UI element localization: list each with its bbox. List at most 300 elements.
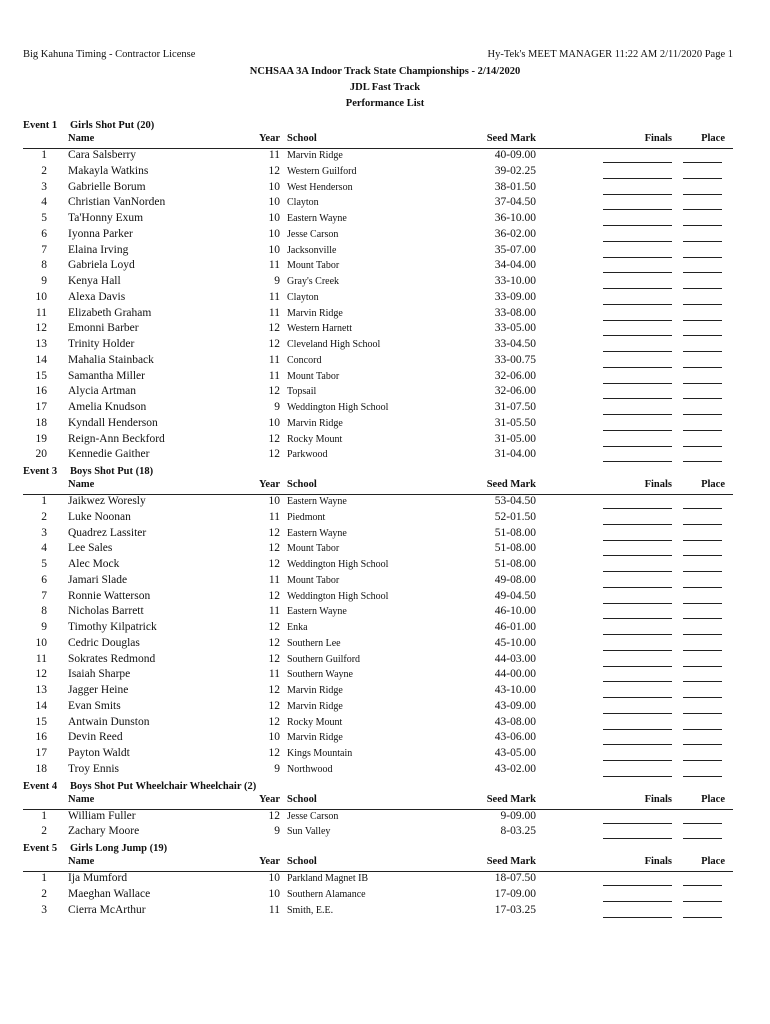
table-row: [23, 385, 733, 401]
table-row: [23, 291, 733, 307]
table-row: [23, 637, 733, 653]
athlete-year: 12: [268, 432, 280, 445]
seed-mark: 33-08.00: [494, 306, 536, 319]
athlete-name: William Fuller: [68, 809, 136, 822]
place-blank-line: [683, 527, 722, 541]
athlete-year: 9: [274, 401, 280, 413]
table-row: [23, 275, 733, 291]
table-row: [23, 888, 733, 904]
table-row: [23, 433, 733, 449]
table-row: [23, 244, 733, 260]
place-blank-line: [683, 621, 722, 635]
finals-blank-line: [603, 684, 672, 698]
column-header-place: Place: [701, 133, 725, 144]
athlete-school: Marvin Ridge: [287, 307, 343, 319]
entry-rank: 8: [41, 605, 47, 618]
athlete-year: 10: [268, 872, 280, 884]
seed-mark: 40-09.00: [494, 149, 536, 161]
seed-mark: 34-04.00: [494, 259, 536, 272]
table-row: [23, 212, 733, 228]
event-number: Event 5: [23, 843, 58, 854]
athlete-year: 11: [268, 306, 280, 319]
entry-rank: 18: [35, 762, 47, 775]
athlete-year: 12: [268, 652, 280, 665]
athlete-year: 12: [268, 542, 280, 555]
meet-title: NCHSAA 3A Indoor Track State Championships - 2/14/2020: [249, 66, 521, 77]
athlete-school: Rocky Mount: [287, 716, 343, 728]
finals-blank-line: [603, 511, 672, 525]
finals-blank-line: [603, 149, 672, 163]
finals-blank-line: [603, 574, 672, 588]
column-header-school: School: [287, 793, 317, 805]
column-header-place: Place: [701, 479, 725, 490]
entry-rank: 17: [35, 401, 47, 413]
athlete-school: Gray's Creek: [287, 276, 340, 287]
entry-rank: 14: [35, 699, 47, 712]
athlete-school: Southern Lee: [287, 637, 341, 649]
entry-rank: 13: [35, 338, 47, 350]
entry-rank: 3: [41, 180, 47, 193]
athlete-name: Lee Sales: [68, 542, 113, 555]
entry-rank: 1: [41, 872, 47, 884]
athlete-school: Eastern Wayne: [287, 527, 347, 539]
seed-mark: 46-10.00: [494, 605, 536, 618]
place-blank-line: [683, 637, 722, 651]
athlete-year: 11: [268, 903, 280, 916]
place-blank-line: [683, 370, 722, 384]
table-row: [23, 495, 733, 511]
athlete-name: Kyndall Henderson: [68, 416, 158, 429]
table-row: [23, 653, 733, 669]
athlete-school: Jesse Carson: [287, 228, 339, 240]
athlete-name: Reign-Ann Beckford: [68, 432, 165, 445]
athlete-year: 11: [268, 510, 280, 523]
athlete-school: Kings Mountain: [287, 748, 353, 759]
athlete-name: Iyonna Parker: [68, 227, 133, 240]
place-blank-line: [683, 322, 722, 336]
athlete-school: Western Guilford: [287, 165, 357, 177]
athlete-school: Marvin Ridge: [287, 732, 343, 744]
column-header-name: Name: [68, 479, 95, 490]
place-blank-line: [683, 291, 722, 305]
athlete-school: Marvin Ridge: [287, 700, 343, 712]
place-blank-line: [683, 196, 722, 210]
athlete-school: Southern Guilford: [287, 653, 361, 665]
athlete-year: 9: [274, 825, 280, 838]
entry-rank: 4: [41, 196, 47, 209]
entry-rank: 8: [41, 259, 47, 272]
athlete-school: Cleveland High School: [287, 339, 381, 350]
seed-mark: 43-08.00: [494, 715, 536, 728]
event-block: [23, 841, 733, 919]
finals-blank-line: [603, 527, 672, 541]
events-list: [23, 118, 733, 919]
seed-mark: 43-05.00: [494, 747, 536, 759]
athlete-year: 12: [268, 715, 280, 728]
finals-blank-line: [603, 747, 672, 761]
table-row: [23, 590, 733, 606]
software-timestamp: Hy-Tek's MEET MANAGER 11:22 AM 2/11/2020 Page 1: [487, 49, 733, 60]
seed-mark: 9-09.00: [500, 809, 536, 822]
table-row: [23, 904, 733, 920]
table-row: [23, 448, 733, 464]
athlete-name: Mahalia Stainback: [68, 353, 154, 366]
athlete-year: 10: [268, 416, 280, 429]
event-name: Girls Shot Put (20): [70, 120, 155, 131]
athlete-year: 11: [268, 290, 280, 303]
athlete-year: 12: [268, 448, 280, 461]
entry-rank: 12: [35, 668, 47, 681]
table-row: [23, 605, 733, 621]
athlete-name: Emonni Barber: [68, 322, 139, 335]
seed-mark: 33-05.00: [494, 322, 536, 335]
finals-blank-line: [603, 904, 672, 918]
place-blank-line: [683, 825, 722, 839]
finals-blank-line: [603, 637, 672, 651]
athlete-name: Kennedie Gaither: [68, 448, 150, 461]
column-header-school: School: [287, 856, 317, 867]
event-block: [23, 118, 733, 464]
athlete-year: 11: [268, 259, 280, 272]
seed-mark: 51-08.00: [494, 542, 536, 555]
finals-blank-line: [603, 354, 672, 368]
finals-blank-line: [603, 181, 672, 195]
athlete-year: 11: [268, 369, 280, 382]
report-title: Performance List: [345, 98, 425, 109]
athlete-year: 12: [268, 164, 280, 177]
event-title: [23, 841, 733, 856]
column-header-place: Place: [701, 856, 725, 867]
athlete-name: Cierra McArthur: [68, 903, 146, 916]
seed-mark: 31-04.00: [494, 448, 536, 461]
entry-rank: 15: [35, 715, 47, 728]
finals-blank-line: [603, 810, 672, 824]
athlete-year: 12: [268, 684, 280, 696]
entry-rank: 2: [41, 825, 47, 838]
athlete-name: Isaiah Sharpe: [68, 668, 131, 681]
table-row: [23, 527, 733, 543]
finals-blank-line: [603, 888, 672, 902]
table-row: [23, 401, 733, 417]
seed-mark: 43-02.00: [494, 762, 536, 775]
column-header-seed-mark: Seed Mark: [486, 856, 536, 867]
athlete-name: Evan Smits: [68, 699, 121, 712]
place-blank-line: [683, 668, 722, 682]
seed-mark: 31-07.50: [494, 401, 536, 413]
finals-blank-line: [603, 228, 672, 242]
column-header-school: School: [287, 133, 317, 144]
seed-mark: 36-10.00: [494, 212, 536, 224]
entry-rank: 16: [35, 731, 47, 744]
place-blank-line: [683, 448, 722, 462]
athlete-year: 12: [268, 558, 280, 570]
athlete-year: 12: [268, 636, 280, 649]
athlete-school: Topsail: [287, 386, 317, 398]
table-row: [23, 558, 733, 574]
column-header-finals: Finals: [644, 479, 672, 490]
seed-mark: 49-08.00: [494, 573, 536, 586]
entry-rank: 9: [41, 621, 47, 633]
entry-rank: 1: [41, 495, 47, 507]
place-blank-line: [683, 338, 722, 352]
event-name: Boys Shot Put (18): [70, 466, 154, 477]
finals-blank-line: [603, 259, 672, 273]
table-row: [23, 731, 733, 747]
athlete-school: Clayton: [287, 291, 319, 303]
athlete-school: Northwood: [287, 763, 333, 775]
place-blank-line: [683, 307, 722, 321]
meet-subtitle: JDL Fast Track: [349, 82, 421, 93]
athlete-name: Ta'Honny Exum: [68, 212, 144, 224]
table-row: [23, 574, 733, 590]
entry-rank: 3: [41, 526, 47, 539]
athlete-year: 12: [268, 338, 280, 350]
athlete-name: Elaina Irving: [68, 243, 129, 256]
entry-rank: 3: [41, 903, 47, 916]
athlete-name: Gabrielle Borum: [68, 180, 146, 193]
place-blank-line: [683, 244, 722, 258]
entry-rank: 6: [41, 573, 47, 586]
place-blank-line: [683, 558, 722, 572]
column-header-seed-mark: Seed Mark: [486, 133, 536, 144]
athlete-school: Eastern Wayne: [287, 606, 347, 618]
seed-mark: 32-06.00: [494, 369, 536, 382]
athlete-year: 12: [268, 809, 280, 822]
athlete-year: 12: [268, 589, 280, 602]
finals-blank-line: [603, 417, 672, 431]
table-row: [23, 621, 733, 637]
entry-rank: 16: [35, 385, 47, 398]
entry-rank: 4: [41, 542, 47, 555]
table-row: [23, 763, 733, 779]
entry-rank: 17: [35, 747, 47, 759]
athlete-year: 12: [268, 699, 280, 712]
finals-blank-line: [603, 542, 672, 556]
finals-blank-line: [603, 291, 672, 305]
place-blank-line: [683, 605, 722, 619]
column-header-year: Year: [259, 793, 280, 805]
finals-blank-line: [603, 495, 672, 509]
athlete-school: Weddington High School: [287, 590, 389, 602]
table-row: [23, 322, 733, 338]
column-header-school: School: [287, 479, 317, 490]
athlete-name: Quadrez Lassiter: [68, 526, 147, 539]
place-blank-line: [683, 259, 722, 273]
report-titles: [0, 64, 770, 112]
athlete-year: 10: [268, 731, 280, 744]
athlete-name: Maeghan Wallace: [68, 887, 151, 900]
event-block: [23, 779, 733, 842]
place-blank-line: [683, 149, 722, 163]
athlete-school: Jesse Carson: [287, 810, 339, 822]
entry-rank: 14: [35, 353, 47, 366]
athlete-school: Marvin Ridge: [287, 685, 343, 696]
seed-mark: 44-00.00: [494, 668, 536, 681]
column-header-finals: Finals: [644, 856, 672, 867]
athlete-school: Weddington High School: [287, 402, 389, 413]
athlete-year: 12: [268, 526, 280, 539]
athlete-school: Marvin Ridge: [287, 417, 343, 429]
table-row: [23, 259, 733, 275]
entry-rank: 10: [35, 636, 47, 649]
entry-rank: 12: [35, 322, 47, 335]
finals-blank-line: [603, 605, 672, 619]
table-row: [23, 700, 733, 716]
seed-mark: 51-08.00: [494, 558, 536, 570]
athlete-school: Piedmont: [287, 511, 326, 523]
athlete-school: Smith, E.E.: [287, 904, 334, 916]
place-blank-line: [683, 228, 722, 242]
finals-blank-line: [603, 763, 672, 777]
entry-rank: 1: [41, 809, 47, 822]
athlete-school: West Henderson: [287, 181, 353, 193]
column-header-row: [23, 479, 733, 495]
place-blank-line: [683, 590, 722, 604]
place-blank-line: [683, 872, 722, 886]
athlete-year: 11: [268, 149, 280, 161]
athlete-school: Southern Alamance: [287, 888, 366, 900]
entry-rank: 10: [35, 290, 47, 303]
column-header-finals: Finals: [644, 793, 672, 805]
entry-rank: 13: [35, 684, 47, 696]
seed-mark: 39-02.25: [494, 164, 536, 177]
athlete-year: 11: [268, 668, 280, 681]
place-blank-line: [683, 511, 722, 525]
seed-mark: 44-03.00: [494, 652, 536, 665]
finals-blank-line: [603, 322, 672, 336]
table-row: [23, 511, 733, 527]
event-name: Girls Long Jump (19): [70, 843, 168, 854]
athlete-year: 10: [268, 227, 280, 240]
seed-mark: 18-07.50: [494, 872, 536, 884]
athlete-school: Parkwood: [287, 449, 328, 461]
table-row: [23, 165, 733, 181]
athlete-year: 10: [268, 243, 280, 256]
table-row: [23, 747, 733, 763]
column-header-seed-mark: Seed Mark: [486, 793, 536, 805]
column-header-finals: Finals: [644, 133, 672, 144]
place-blank-line: [683, 731, 722, 745]
athlete-name: Gabriela Loyd: [68, 259, 135, 272]
athlete-year: 10: [268, 887, 280, 900]
seed-mark: 52-01.50: [494, 510, 536, 523]
table-row: [23, 370, 733, 386]
entry-rank: 7: [41, 243, 47, 256]
event-number: Event 4: [23, 780, 58, 792]
entry-rank: 19: [35, 432, 47, 445]
table-row: [23, 810, 733, 826]
seed-mark: 46-01.00: [494, 621, 536, 633]
athlete-year: 10: [268, 495, 280, 507]
athlete-year: 12: [268, 621, 280, 633]
finals-blank-line: [603, 275, 672, 289]
seed-mark: 38-01.50: [494, 180, 536, 193]
event-name: Boys Shot Put Wheelchair Wheelchair (2): [70, 780, 257, 792]
athlete-year: 12: [268, 322, 280, 335]
entry-rank: 6: [41, 227, 47, 240]
place-blank-line: [683, 275, 722, 289]
athlete-name: Alycia Artman: [68, 385, 137, 398]
athlete-year: 11: [268, 605, 280, 618]
table-row: [23, 338, 733, 354]
athlete-school: Parkland Magnet IB: [287, 873, 369, 884]
license-text: Big Kahuna Timing - Contractor License: [23, 49, 196, 60]
table-row: [23, 149, 733, 165]
athlete-school: Mount Tabor: [287, 543, 340, 555]
athlete-school: Eastern Wayne: [287, 213, 347, 224]
seed-mark: 8-03.25: [500, 825, 536, 838]
seed-mark: 49-04.50: [494, 589, 536, 602]
column-header-row: [23, 133, 733, 149]
column-header-year: Year: [259, 479, 280, 490]
athlete-school: Weddington High School: [287, 559, 389, 570]
entry-rank: 2: [41, 164, 47, 177]
entry-rank: 9: [41, 275, 47, 287]
table-row: [23, 542, 733, 558]
finals-blank-line: [603, 621, 672, 635]
entry-rank: 11: [35, 652, 47, 665]
finals-blank-line: [603, 716, 672, 730]
finals-blank-line: [603, 370, 672, 384]
place-blank-line: [683, 417, 722, 431]
athlete-school: Western Harnett: [287, 323, 352, 335]
place-blank-line: [683, 401, 722, 415]
place-blank-line: [683, 888, 722, 902]
place-blank-line: [683, 684, 722, 698]
finals-blank-line: [603, 165, 672, 179]
event-block: [23, 464, 733, 779]
entry-rank: 1: [41, 149, 47, 161]
table-row: [23, 872, 733, 888]
finals-blank-line: [603, 668, 672, 682]
column-header-year: Year: [259, 856, 280, 867]
seed-mark: 45-10.00: [494, 636, 536, 649]
finals-blank-line: [603, 872, 672, 886]
table-row: [23, 716, 733, 732]
athlete-school: Clayton: [287, 197, 319, 209]
athlete-year: 10: [268, 196, 280, 209]
athlete-name: Timothy Kilpatrick: [68, 621, 157, 633]
athlete-school: Mount Tabor: [287, 370, 340, 382]
finals-blank-line: [603, 212, 672, 226]
column-header-row: [23, 856, 733, 872]
entry-rank: 2: [41, 887, 47, 900]
athlete-name: Cedric Douglas: [68, 636, 140, 649]
athlete-name: Sokrates Redmond: [68, 652, 156, 665]
seed-mark: 37-04.50: [494, 196, 536, 209]
table-row: [23, 228, 733, 244]
athlete-name: Jamari Slade: [68, 573, 128, 586]
athlete-year: 10: [268, 180, 280, 193]
finals-blank-line: [603, 653, 672, 667]
place-blank-line: [683, 653, 722, 667]
entry-rank: 7: [41, 589, 47, 602]
athlete-name: Zachary Moore: [68, 825, 140, 838]
athlete-name: Troy Ennis: [68, 762, 120, 775]
seed-mark: 43-06.00: [494, 731, 536, 744]
seed-mark: 33-04.50: [494, 338, 536, 350]
athlete-name: Elizabeth Graham: [68, 306, 152, 319]
place-blank-line: [683, 574, 722, 588]
seed-mark: 17-09.00: [494, 887, 536, 900]
column-header-name: Name: [68, 793, 95, 805]
table-row: [23, 684, 733, 700]
entry-rank: 15: [35, 369, 47, 382]
athlete-school: Concord: [287, 354, 322, 366]
table-row: [23, 668, 733, 684]
seed-mark: 32-06.00: [494, 385, 536, 398]
entry-rank: 20: [35, 448, 47, 461]
